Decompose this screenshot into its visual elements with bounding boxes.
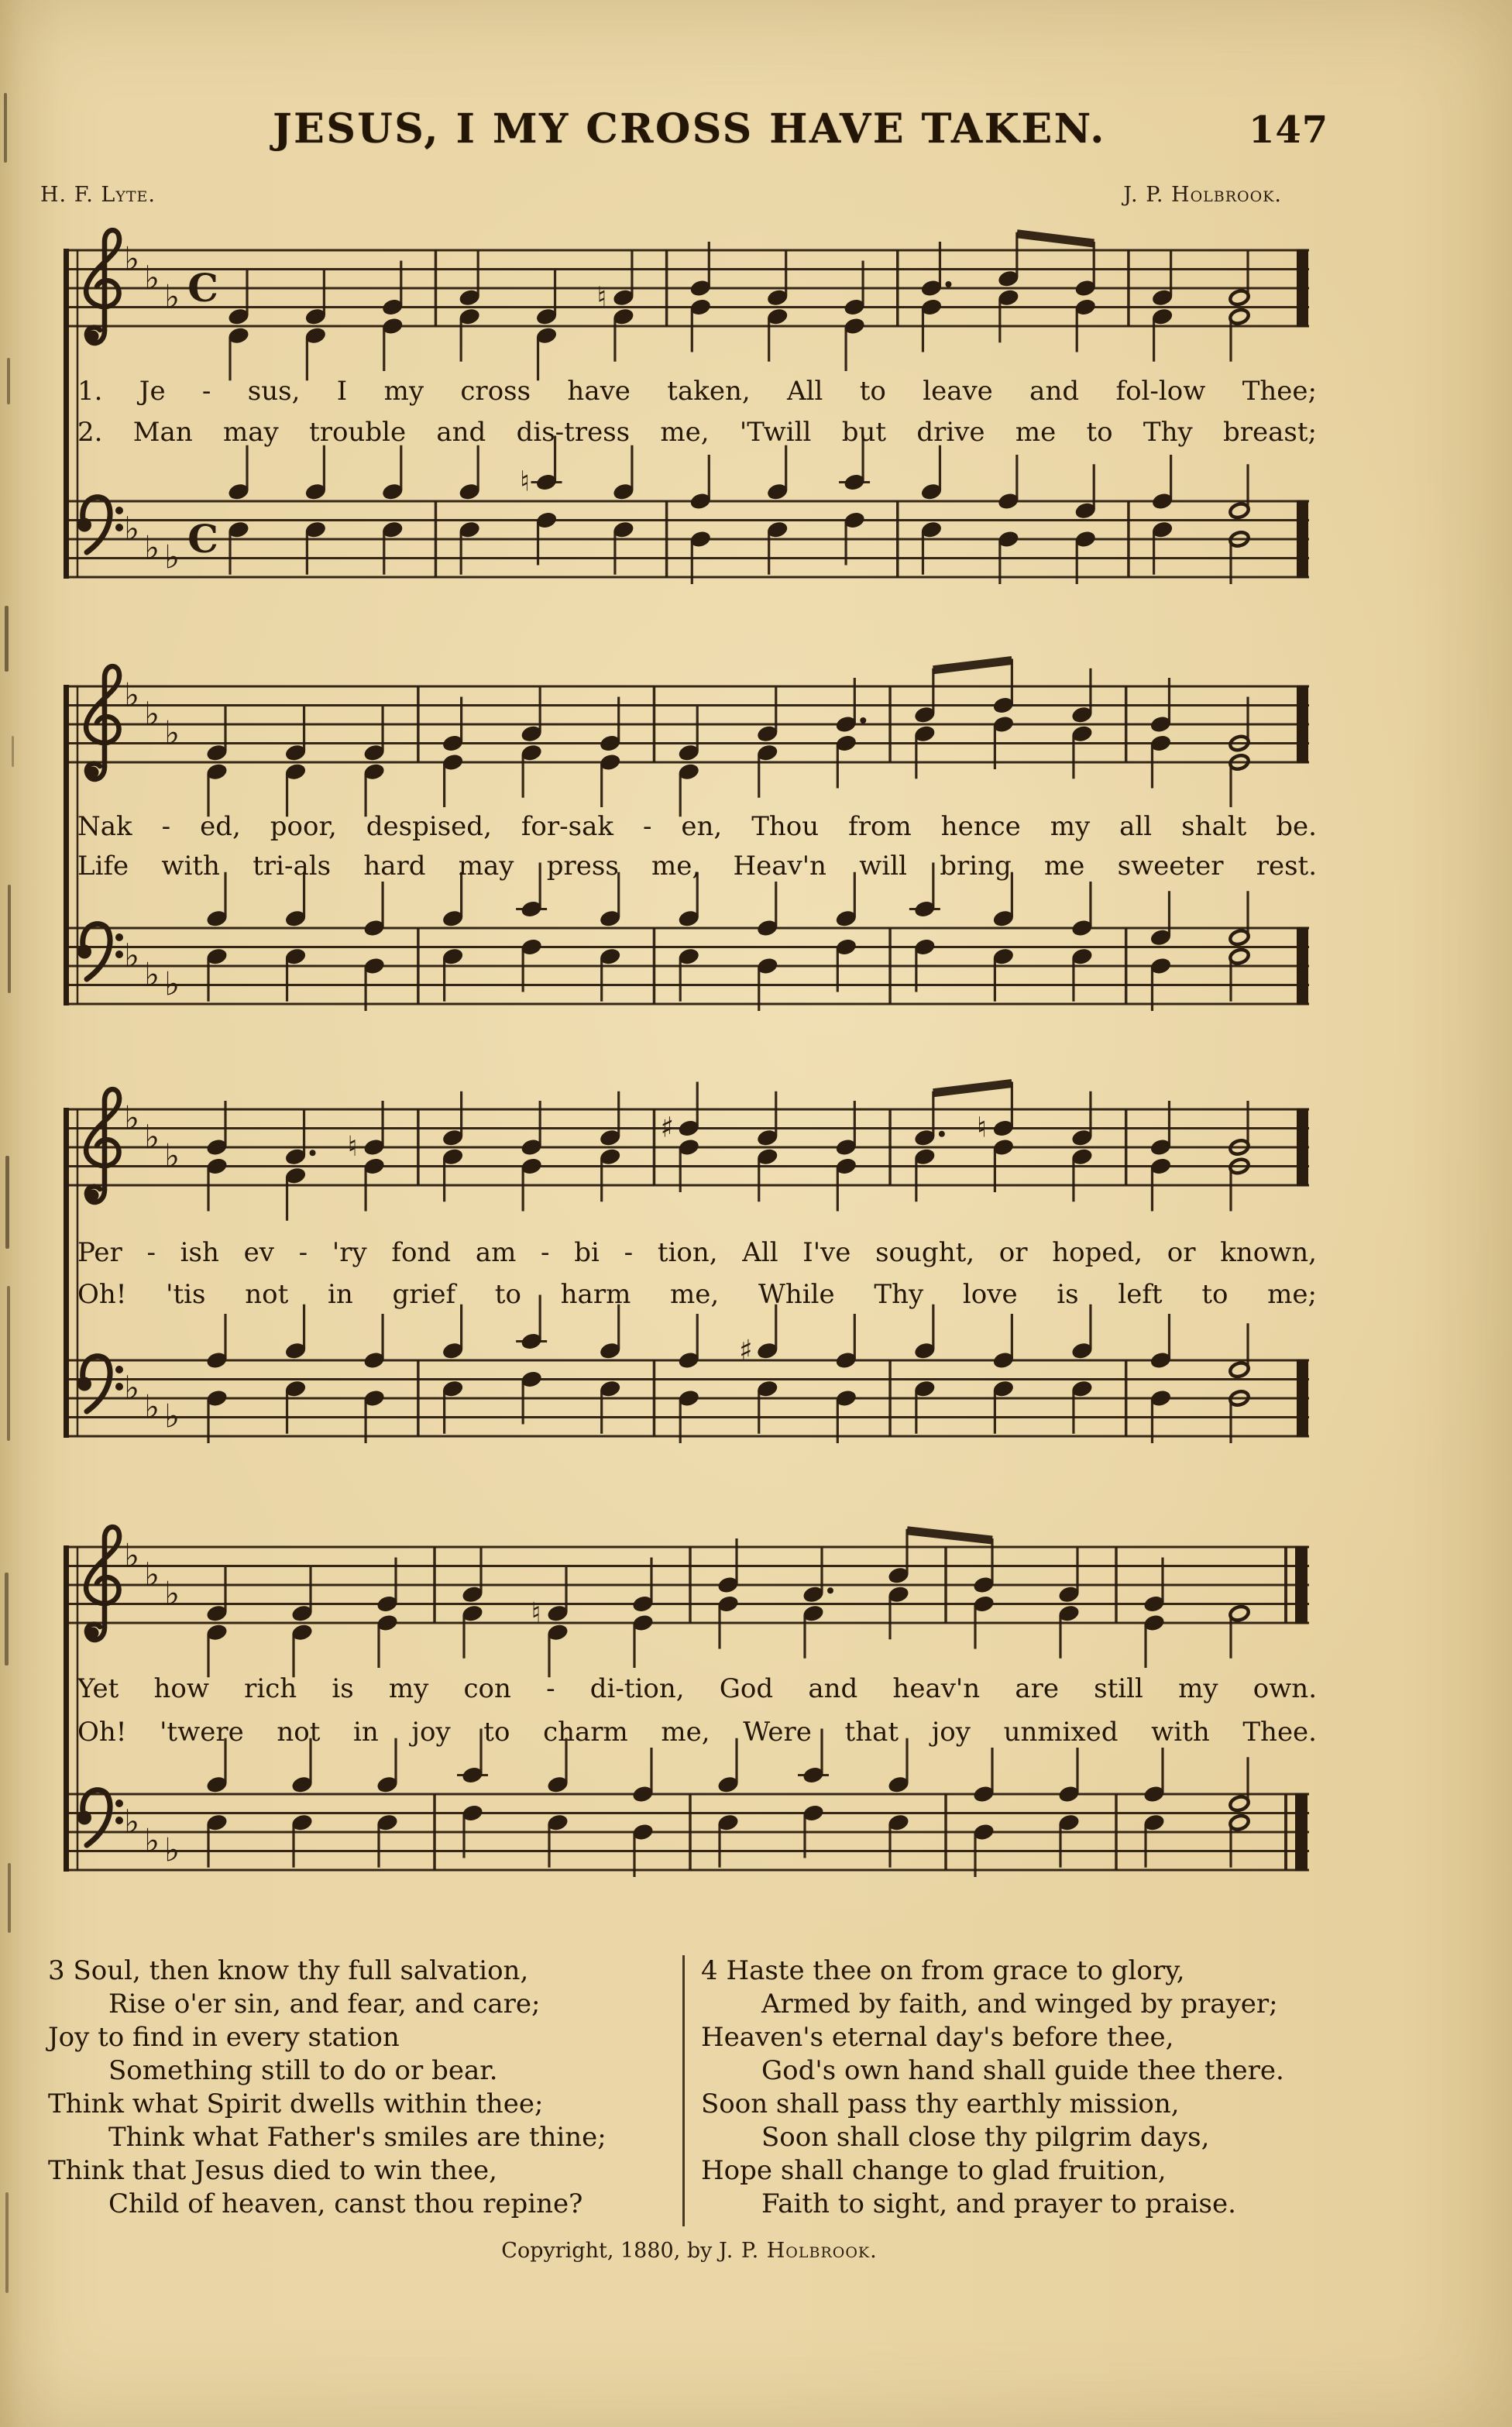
bass-clef-icon [115, 1383, 123, 1391]
treble-clef-icon [86, 1527, 119, 1628]
bass-clef-icon [115, 1366, 123, 1373]
copyright-line [294, 2239, 1084, 2263]
augmentation-dot [945, 281, 951, 287]
lyric-line: Oh! 'tis not in grief to harm me, While Thy love is left to me; [77, 1279, 1317, 1310]
lyric-line: Life with tri-als hard may press me, Heav'n will bring me sweeter rest. [77, 851, 1317, 882]
end-bar-thick [1297, 927, 1308, 1006]
bass-clef-icon [115, 951, 123, 958]
flat-icon: ♭ [144, 1387, 160, 1426]
verse-line: God's own hand shall guide thee there. [761, 2055, 1284, 2086]
bass-clef-icon [115, 507, 123, 514]
flat-icon: ♭ [164, 277, 180, 316]
page-title: JESUS, I MY CROSS HAVE TAKEN. [273, 105, 1106, 153]
end-bar-thick [1297, 500, 1308, 579]
page-number: 147 [1249, 108, 1329, 152]
flat-icon: ♭ [144, 1555, 160, 1593]
bass-clef-icon [115, 1800, 123, 1807]
verse-column-right [701, 1954, 1321, 2221]
accidental: ♯ [739, 1334, 753, 1366]
bass-clef-icon [115, 1817, 123, 1824]
flat-icon: ♭ [144, 1117, 160, 1156]
system-brace [64, 1108, 69, 1438]
flat-icon: ♭ [144, 528, 160, 567]
verse-line: 4 Haste thee on from grace to glory, [701, 1955, 1185, 1986]
augmentation-dot [827, 1587, 833, 1593]
accidental: ♮ [347, 1131, 358, 1163]
flat-icon: ♭ [124, 936, 139, 975]
composer-credit: J. P. Holbrook. [1123, 183, 1282, 207]
bass-clef-icon [115, 524, 123, 531]
end-bar-thick [1295, 1793, 1308, 1872]
flat-icon: ♭ [164, 538, 180, 576]
augmentation-dot [939, 1131, 945, 1137]
beam [1017, 234, 1094, 243]
verse-line: Think what Spirit dwells within thee; [48, 2088, 544, 2119]
treble-clef-icon [86, 666, 119, 767]
lyric-line: 1. Je - sus, I my cross have taken, All to leave and fol-low Thee; [77, 376, 1317, 407]
treble-clef-icon [88, 1628, 99, 1639]
copyright-name: J. P. Holbrook. [718, 2239, 878, 2263]
beam [933, 1084, 1012, 1093]
flat-icon: ♭ [144, 694, 160, 733]
treble-clef-icon [88, 767, 99, 779]
binding-mark [4, 93, 7, 163]
time-signature: C [187, 516, 218, 562]
lyric-line: Nak - ed, poor, despised, for-sak - en, Thou from hence my all shalt be. [77, 811, 1317, 842]
lyric-line: Oh! 'twere not in joy to charm me, Were that joy unmixed with Thee. [77, 1717, 1317, 1748]
flat-icon: ♭ [164, 713, 180, 752]
end-bar-thick [1297, 249, 1308, 328]
flat-icon: ♭ [124, 1802, 139, 1841]
end-bar-thick [1297, 686, 1308, 764]
beam [907, 1531, 992, 1540]
accidental: ♮ [596, 281, 607, 314]
verse-line: Soon shall pass thy earthly mission, [701, 2088, 1180, 2119]
lyric-line: Per - ish ev - 'ry fond am - bi - tion, All I've sought, or hoped, or known, [77, 1237, 1317, 1268]
flat-icon: ♭ [164, 964, 180, 1003]
binding-mark [5, 606, 9, 672]
accidental: ♮ [520, 466, 530, 498]
system-brace [64, 1545, 69, 1872]
end-bar-thick [1297, 1109, 1308, 1187]
column-divider [682, 1955, 685, 2226]
binding-mark [5, 2192, 9, 2293]
treble-clef-icon [88, 331, 99, 342]
verse-line: Child of heaven, canst thou repine? [108, 2188, 583, 2219]
binding-mark [5, 1573, 9, 1666]
treble-clef-icon [86, 1089, 119, 1190]
lyric-line: Yet how rich is my con - di-tion, God and heav'n are still my own. [77, 1673, 1317, 1704]
lyric-line: 2. Man may trouble and dis-tress me, 'Twill but drive me to Thy breast; [77, 417, 1317, 448]
augmentation-dot [860, 717, 866, 724]
bass-clef-icon [115, 933, 123, 941]
flat-icon: ♭ [164, 1397, 180, 1435]
verse-line: Think what Father's smiles are thine; [108, 2122, 607, 2153]
treble-clef-icon [88, 1190, 99, 1201]
treble-clef-icon [86, 230, 119, 331]
lyricist-credit: H. F. Lyte. [40, 183, 156, 207]
flat-icon: ♭ [124, 1536, 139, 1575]
binding-mark [7, 1286, 10, 1441]
end-bar-thick [1297, 1360, 1308, 1438]
system-brace [64, 249, 69, 579]
verse-line: Joy to find in every station [48, 2022, 400, 2053]
time-signature: C [187, 265, 218, 311]
system-brace [64, 685, 69, 1006]
flat-icon: ♭ [144, 258, 160, 297]
accidental: ♮ [531, 1597, 541, 1629]
flat-icon: ♭ [144, 1821, 160, 1860]
copyright-prefix: Copyright, 1880, by [501, 2239, 719, 2263]
flat-icon: ♭ [164, 1831, 180, 1869]
verse-line: 3 Soul, then know thy full salvation, [48, 1955, 529, 1986]
binding-mark [7, 358, 10, 404]
flat-icon: ♭ [124, 509, 139, 548]
verse-line: Faith to sight, and prayer to praise. [761, 2188, 1236, 2219]
verse-line: Armed by faith, and winged by prayer; [761, 1989, 1278, 2020]
flat-icon: ♭ [124, 1098, 139, 1137]
verse-column-left [48, 1954, 677, 2221]
verse-line: Think that Jesus died to win thee, [48, 2155, 497, 2186]
end-bar-thick [1295, 1546, 1308, 1624]
binding-mark [8, 885, 11, 993]
flat-icon: ♭ [144, 955, 160, 994]
binding-mark [8, 1863, 11, 1933]
accidental: ♯ [660, 1112, 674, 1144]
verse-line: Soon shall close thy pilgrim days, [761, 2122, 1210, 2153]
flat-icon: ♭ [124, 676, 139, 714]
verse-line: Rise o'er sin, and fear, and care; [108, 1989, 541, 2020]
verse-line: Something still to do or bear. [108, 2055, 498, 2086]
augmentation-dot [310, 1150, 316, 1156]
flat-icon: ♭ [124, 1368, 139, 1407]
verse-line: Hope shall change to glad fruition, [701, 2155, 1167, 2186]
accidental: ♮ [976, 1112, 987, 1144]
beam [933, 661, 1012, 670]
binding-mark [5, 1156, 9, 1249]
flat-icon: ♭ [164, 1574, 180, 1613]
verse-line: Heaven's eternal day's before thee, [701, 2022, 1174, 2053]
flat-icon: ♭ [124, 239, 139, 278]
flat-icon: ♭ [164, 1136, 180, 1175]
binding-mark [12, 736, 14, 767]
